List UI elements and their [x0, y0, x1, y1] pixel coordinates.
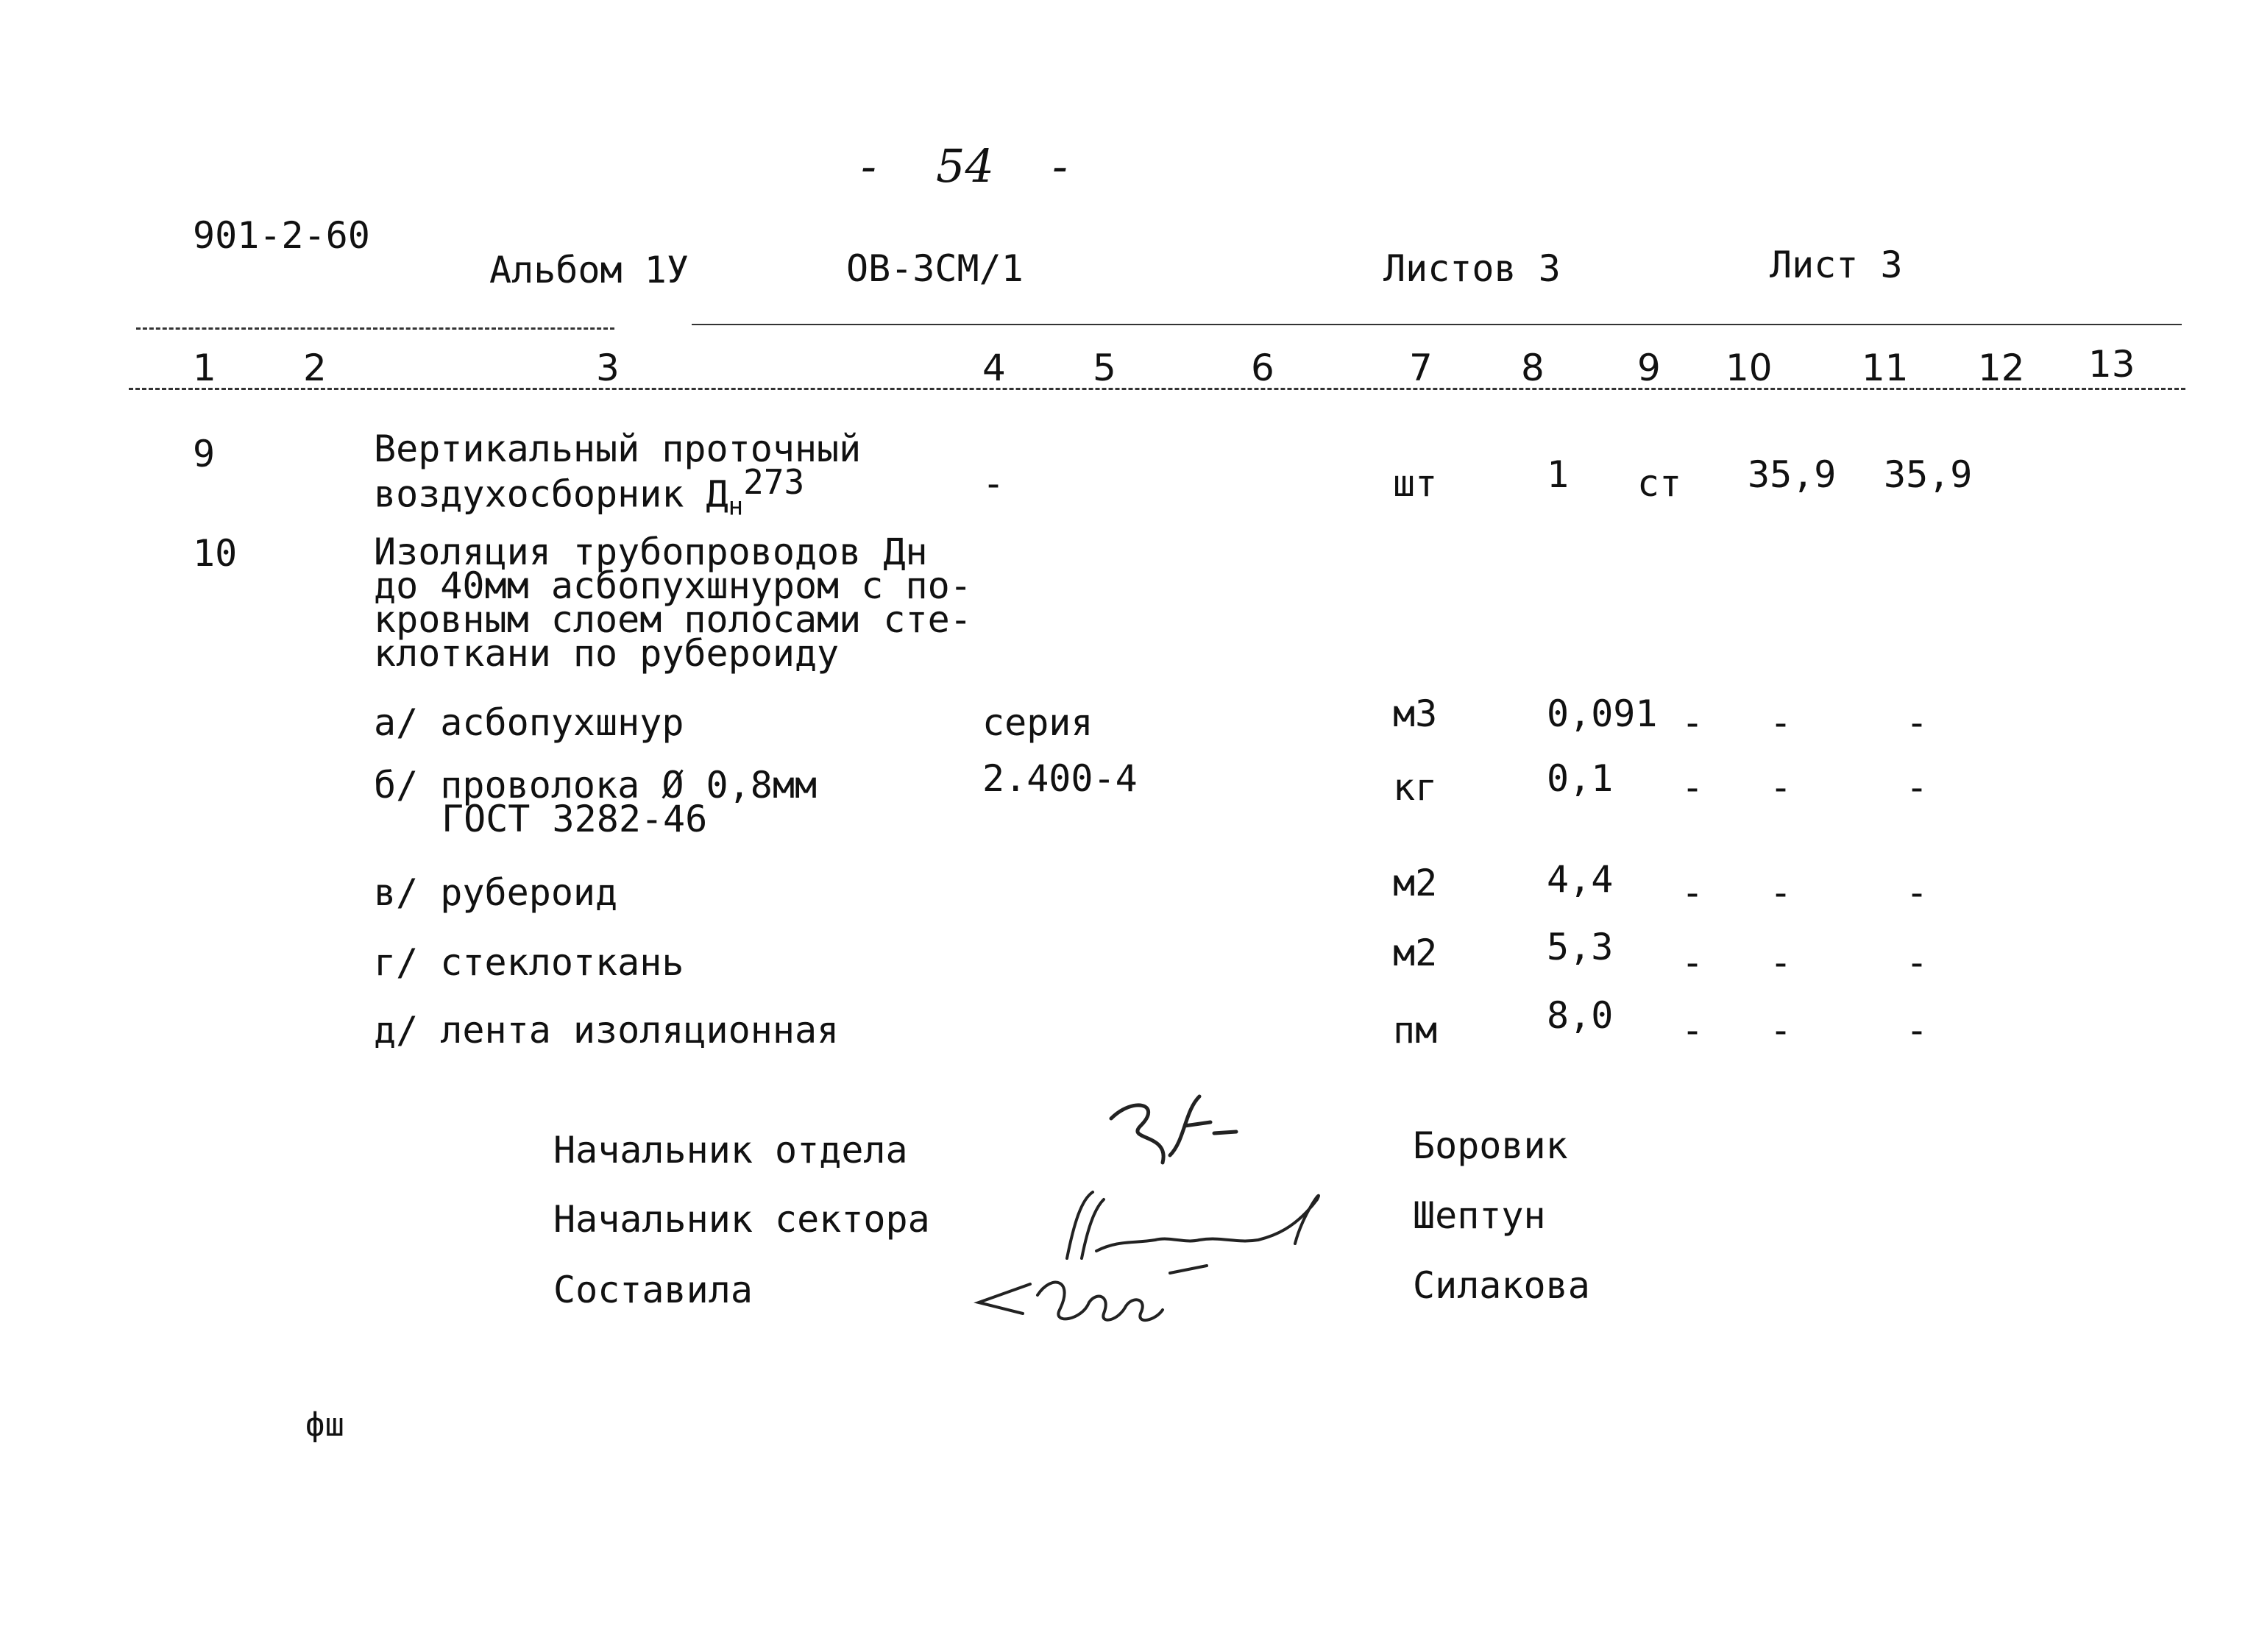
subitem-label: д/ лента изоляционная — [374, 1009, 840, 1052]
signature-role: Начальник сектора — [553, 1198, 930, 1241]
subitem-unit: м2 — [1393, 862, 1438, 904]
column-number: 9 — [1637, 347, 1661, 389]
item-col9: ст — [1637, 462, 1682, 505]
item-name-line: Изоляция трубопроводов Дн — [374, 531, 928, 573]
column-number: 6 — [1251, 347, 1274, 389]
album-label: Альбом 1У — [489, 249, 689, 291]
item-name-line: Вертикальный проточный — [374, 428, 862, 470]
subitem-label-line2: ГОСТ 3282-46 — [441, 798, 708, 840]
subitem-col12: - — [1906, 1009, 1929, 1052]
handwritten-signature — [1082, 1082, 1244, 1185]
page-number-dash-right: - — [1052, 139, 1068, 193]
page-number: 54 — [936, 139, 994, 193]
item-name-line: до 40мм асбопухшнуром с по- — [374, 564, 972, 607]
subitem-col9: - — [1681, 766, 1704, 809]
table-top-rule-right — [692, 324, 2182, 325]
subitem-unit: кг — [1393, 766, 1438, 809]
sheet-number: Лист 3 — [1770, 244, 1903, 286]
subitem-col12: - — [1906, 941, 1929, 984]
subitem-qty: 0,091 — [1547, 692, 1658, 735]
subitem-col12: - — [1906, 701, 1929, 744]
item-name-text: воздухосборник Д — [374, 472, 728, 516]
column-number: 1 — [193, 347, 216, 389]
signature-name: Силакова — [1413, 1264, 1590, 1307]
signature-name: Шептун — [1413, 1194, 1546, 1237]
subitem-col9: - — [1681, 941, 1704, 984]
handwritten-signature — [964, 1251, 1244, 1347]
item-unit: шт — [1393, 462, 1438, 505]
subitem-col12: - — [1906, 871, 1929, 914]
drawing-mark: ОВ-3СМ/1 — [846, 247, 1024, 290]
subitem-unit: пм — [1393, 1009, 1438, 1052]
subitem-label: в/ рубероид — [374, 871, 618, 914]
column-number: 3 — [596, 347, 620, 389]
item-name-superscript: 273 — [743, 462, 805, 502]
table-top-rule-left — [136, 327, 614, 330]
item-number: 10 — [193, 532, 238, 575]
subitem-qty: 4,4 — [1547, 858, 1614, 901]
signature-role: Составила — [553, 1269, 753, 1311]
subitem-col9: - — [1681, 871, 1704, 914]
signature-name: Боровик — [1413, 1124, 1568, 1167]
sheets-total: Листов 3 — [1383, 247, 1561, 290]
signature-role: Начальник отдела — [553, 1129, 908, 1171]
column-number: 8 — [1521, 347, 1545, 389]
subitem-label: г/ стеклоткань — [374, 941, 684, 984]
subitem-col4: 2.400-4 — [982, 757, 1138, 800]
column-number: 4 — [982, 347, 1006, 389]
subitem-unit: м2 — [1393, 932, 1438, 974]
item-name-line — [374, 462, 805, 522]
column-number: 7 — [1409, 347, 1433, 389]
column-number: 13 — [2088, 343, 2135, 386]
item-col10: 35,9 — [1748, 453, 1837, 496]
column-number: 12 — [1978, 347, 2025, 389]
subitem-qty: 5,3 — [1547, 926, 1614, 968]
column-number: 5 — [1093, 347, 1116, 389]
subitem-label: б/ проволока Ø 0,8мм — [374, 764, 818, 806]
subitem-col9: - — [1681, 1009, 1704, 1052]
column-number: 2 — [303, 347, 327, 389]
item-col11: 35,9 — [1884, 453, 1973, 496]
subitem-col4: серия — [982, 701, 1093, 744]
column-number: 10 — [1726, 347, 1773, 389]
footer-mark: фш — [305, 1406, 344, 1444]
item-qty: 1 — [1547, 453, 1570, 496]
subitem-label: а/ асбопухшнур — [374, 701, 684, 744]
item-number: 9 — [193, 433, 216, 475]
page-number-dash-left: - — [861, 139, 876, 193]
subitem-col9: - — [1681, 701, 1704, 744]
subitem-col12: - — [1906, 766, 1929, 809]
column-number: 11 — [1862, 347, 1909, 389]
subitem-col10: - — [1770, 766, 1792, 809]
item-name-subscript: н — [728, 492, 744, 522]
item-name-line: клоткани по рубероиду — [374, 632, 840, 675]
subitem-col10: - — [1770, 871, 1792, 914]
subitem-col10: - — [1770, 701, 1792, 744]
document-code: 901-2-60 — [193, 214, 370, 257]
subitem-qty: 0,1 — [1547, 757, 1614, 800]
subitem-qty: 8,0 — [1547, 994, 1614, 1037]
item-name-line: кровным слоем полосами сте- — [374, 598, 972, 641]
subitem-unit: м3 — [1393, 692, 1438, 735]
item-col4: - — [982, 462, 1005, 505]
subitem-col10: - — [1770, 1009, 1792, 1052]
subitem-col10: - — [1770, 941, 1792, 984]
